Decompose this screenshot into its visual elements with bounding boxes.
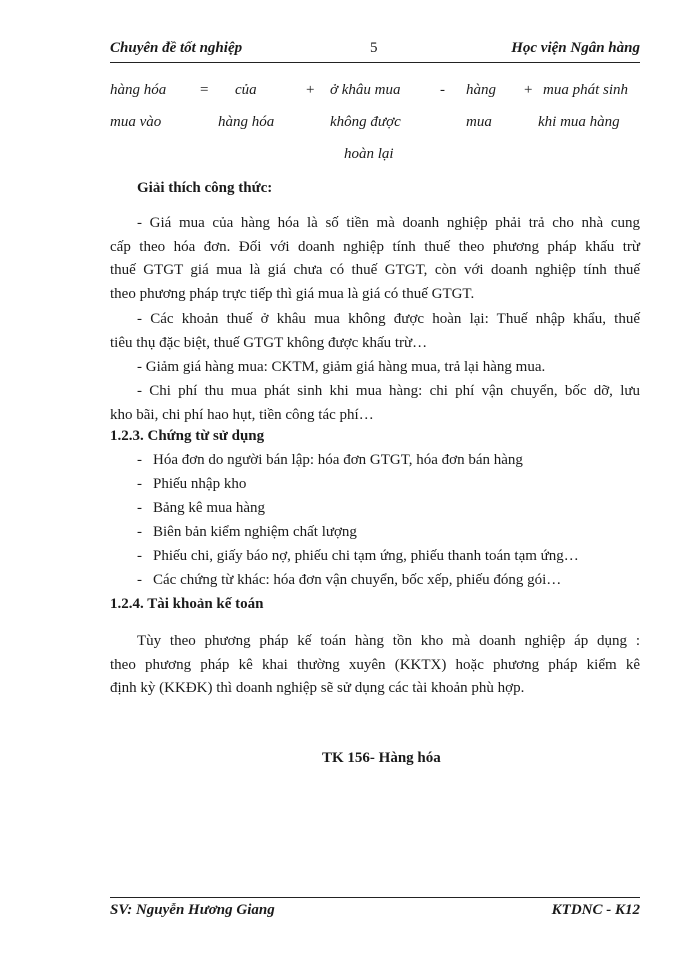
formula-term: không được: [330, 114, 401, 130]
formula-term: hoàn lại: [344, 146, 394, 162]
footer-left: SV: Nguyễn Hương Giang: [110, 902, 275, 918]
list-item: - Phiếu nhập kho: [137, 476, 247, 492]
formula-operator: =: [200, 82, 209, 98]
section-heading-documents: 1.2.3. Chứng từ sử dụng: [110, 428, 265, 444]
text-line: Tùy theo phương pháp kế toán hàng tồn kho mà doanh nghiệp áp dụng :: [137, 633, 640, 649]
text-line: theo phương pháp trực tiếp thì giá mua là giá có thuế GTGT.: [110, 285, 475, 302]
text-line: thuế GTGT giá mua là giá chưa có thuế GTGT, còn với doanh nghiệp tính thuế: [110, 262, 640, 278]
text-line: cấp theo hóa đơn. Đối với doanh nghiệp tính thuế theo phương pháp khấu trừ: [110, 238, 640, 255]
formula-term: mua vào: [110, 114, 162, 130]
text-line: kho bãi, chi phí hao hụt, tiền công tác phí…: [110, 406, 374, 423]
footer-rule: [110, 897, 640, 898]
text-line: tiêu thụ đặc biệt, thuế GTGT không được khấu trừ…: [110, 334, 428, 351]
text-line: - Giảm giá hàng mua: CKTM, giảm giá hàng mua, trả lại hàng mua.: [137, 359, 546, 375]
text-line: - Các khoản thuế ở khâu mua không được hoàn lại: Thuế nhập khẩu, thuế: [137, 311, 640, 327]
page-number: 5: [370, 40, 378, 56]
list-item: - Phiếu chi, giấy báo nợ, phiếu chi tạm ứng, phiếu thanh toán tạm ứng…: [137, 548, 579, 564]
explain-title: Giải thích công thức:: [137, 180, 273, 196]
paragraph-discounts: [110, 356, 640, 380]
formula-term: hàng: [466, 82, 496, 98]
text-line: định kỳ (KKĐK) thì doanh nghiệp sẽ sử dụng các tài khoản phù hợp.: [110, 680, 525, 696]
paragraph-costs: [110, 380, 640, 427]
formula-operator: +: [524, 82, 533, 98]
text-line: - Giá mua của hàng hóa là số tiền mà doanh nghiệp phải trả cho nhà cung: [137, 215, 640, 231]
list-item: - Hóa đơn do người bán lập: hóa đơn GTGT, hóa đơn bán hàng: [137, 452, 523, 468]
formula-term: của: [235, 82, 257, 98]
paragraph-taxes: [110, 308, 640, 355]
formula-operator: -: [440, 82, 445, 98]
formula-term: hàng hóa: [218, 114, 275, 130]
formula-term: mua: [466, 114, 492, 130]
footer-right: KTDNC - K12: [551, 902, 640, 918]
account-title: TK 156- Hàng hóa: [322, 750, 441, 766]
formula-term: ở khâu mua: [330, 82, 401, 98]
text-line: - Chi phí thu mua phát sinh khi mua hàng: chi phí vận chuyển, bốc dỡ, lưu: [137, 383, 640, 399]
list-item: - Biên bản kiểm nghiệm chất lượng: [137, 524, 357, 540]
paragraph-accounts: [110, 630, 640, 701]
paragraph-purchase-price: [110, 212, 640, 306]
formula-term: khi mua hàng: [538, 114, 620, 130]
section-heading-accounts: 1.2.4. Tài khoản kế toán: [110, 596, 264, 612]
header-rule: [110, 62, 640, 63]
formula-term: hàng hóa: [110, 82, 167, 98]
list-item: - Các chứng từ khác: hóa đơn vận chuyển, bốc xếp, phiếu đóng gói…: [137, 572, 562, 588]
text-line: theo phương pháp kê khai thường xuyên (KKTX) hoặc phương pháp kiểm kê: [110, 656, 640, 673]
header-right: Học viện Ngân hàng: [511, 40, 640, 56]
header-left: Chuyên đề tốt nghiệp: [110, 40, 243, 56]
formula-operator: +: [306, 82, 315, 98]
list-item: - Bảng kê mua hàng: [137, 500, 266, 516]
formula-term: mua phát sinh: [543, 82, 629, 98]
